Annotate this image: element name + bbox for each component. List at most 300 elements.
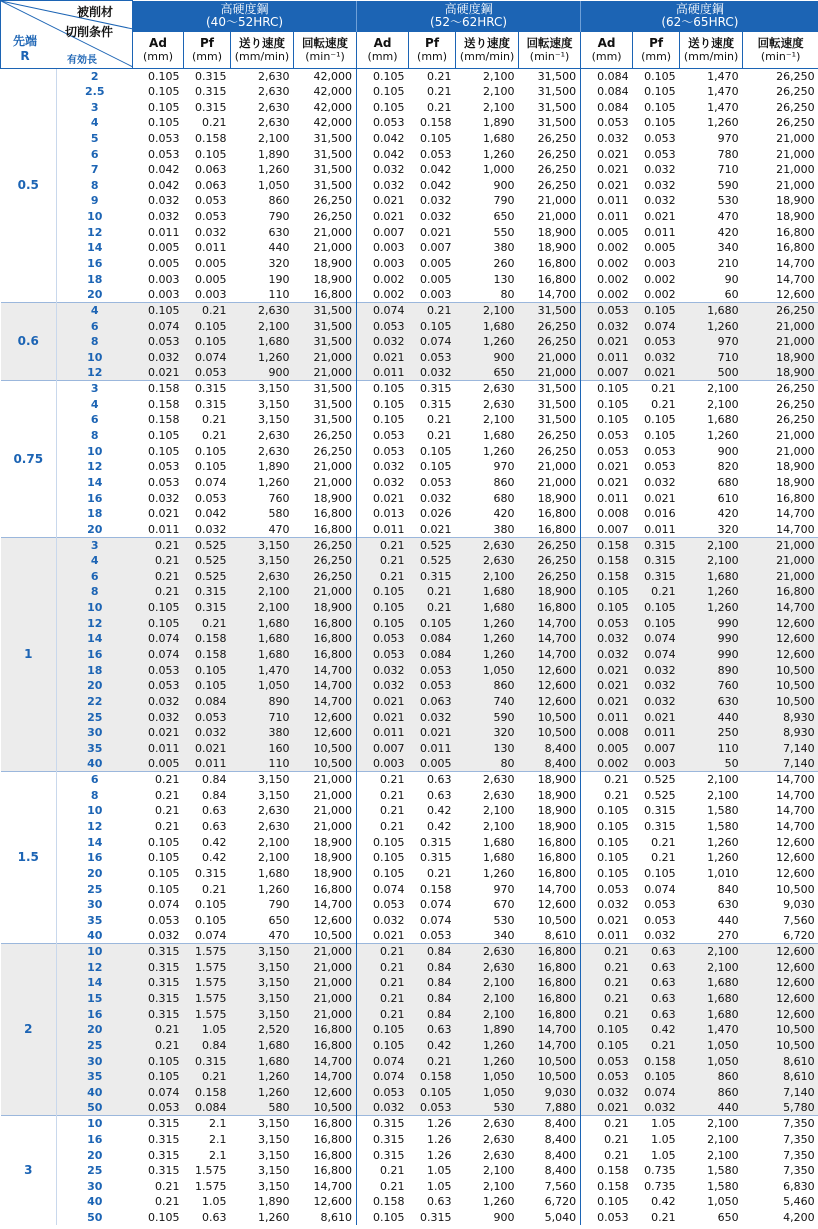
- value-cell: 0.021: [133, 725, 184, 741]
- value-cell: 0.158: [133, 412, 184, 428]
- effective-length-cell: 8: [57, 787, 133, 803]
- value-cell: 0.105: [133, 866, 184, 882]
- value-cell: 0.105: [184, 678, 231, 694]
- value-cell: 0.105: [581, 850, 633, 866]
- value-cell: 0.074: [133, 897, 184, 913]
- effective-length-cell: 2.5: [57, 84, 133, 100]
- value-cell: 0.053: [184, 209, 231, 225]
- value-cell: 21,000: [743, 537, 818, 553]
- value-cell: 0.032: [133, 928, 184, 944]
- material-range-1: (40〜52HRC): [206, 14, 284, 29]
- value-cell: 26,250: [294, 443, 357, 459]
- value-cell: 0.021: [581, 162, 633, 178]
- value-cell: 4,200: [743, 1210, 818, 1226]
- value-cell: 0.525: [409, 553, 456, 569]
- value-cell: 0.158: [581, 1178, 633, 1194]
- value-cell: 0.21: [633, 1038, 680, 1054]
- value-cell: 12,600: [743, 647, 818, 663]
- value-cell: 110: [231, 756, 294, 772]
- material-name-2: 高硬度鋼: [444, 1, 493, 16]
- value-cell: 1,260: [456, 443, 519, 459]
- value-cell: 14,700: [743, 506, 818, 522]
- effective-length-cell: 4: [57, 303, 133, 319]
- value-cell: 0.105: [581, 1022, 633, 1038]
- value-cell: 21,000: [294, 224, 357, 240]
- table-row: [1, 866, 818, 882]
- value-cell: 0.011: [184, 240, 231, 256]
- value-cell: 16,800: [519, 991, 581, 1007]
- value-cell: 470: [680, 209, 743, 225]
- value-cell: 0.021: [633, 490, 680, 506]
- value-cell: 1.05: [184, 1022, 231, 1038]
- value-cell: 26,250: [519, 131, 581, 147]
- value-cell: 0.84: [184, 787, 231, 803]
- value-cell: 0.042: [357, 131, 409, 147]
- value-cell: 1.575: [184, 944, 231, 960]
- value-cell: 0.005: [633, 240, 680, 256]
- value-cell: 0.032: [581, 631, 633, 647]
- value-cell: 0.21: [409, 584, 456, 600]
- value-cell: 0.002: [581, 271, 633, 287]
- table-row: [1, 412, 818, 428]
- value-cell: 0.011: [581, 193, 633, 209]
- value-cell: 0.315: [133, 1147, 184, 1163]
- column-unit: (mm): [641, 49, 672, 63]
- value-cell: 0.074: [633, 318, 680, 334]
- value-cell: 0.021: [633, 709, 680, 725]
- table-row: [1, 1006, 818, 1022]
- value-cell: 0.21: [184, 881, 231, 897]
- value-cell: 14,700: [519, 287, 581, 303]
- value-cell: 0.002: [581, 287, 633, 303]
- effective-length-cell: 12: [57, 459, 133, 475]
- value-cell: 320: [680, 522, 743, 538]
- effective-length-cell: 6: [57, 772, 133, 788]
- value-cell: 760: [231, 490, 294, 506]
- condition-label: 切削条件: [65, 25, 114, 39]
- effective-length-cell: 40: [57, 1194, 133, 1210]
- value-cell: 0.105: [581, 819, 633, 835]
- table-row: [1, 537, 818, 553]
- value-cell: 31,500: [519, 396, 581, 412]
- value-cell: 0.021: [581, 678, 633, 694]
- value-cell: 0.053: [133, 334, 184, 350]
- table-row: [1, 162, 818, 178]
- effective-length-cell: 40: [57, 1085, 133, 1101]
- value-cell: 8,930: [743, 709, 818, 725]
- effective-length-cell: 16: [57, 1006, 133, 1022]
- table-row: [1, 1053, 818, 1069]
- value-cell: 0.21: [581, 1116, 633, 1132]
- value-cell: 0.105: [357, 1022, 409, 1038]
- value-cell: 14,700: [743, 256, 818, 272]
- value-cell: 530: [456, 1100, 519, 1116]
- value-cell: 0.105: [133, 68, 184, 84]
- value-cell: 21,000: [294, 944, 357, 960]
- value-cell: 0.105: [357, 1210, 409, 1226]
- value-cell: 0.21: [133, 787, 184, 803]
- value-cell: 0.63: [633, 991, 680, 1007]
- value-cell: 0.21: [409, 84, 456, 100]
- value-cell: 0.042: [409, 162, 456, 178]
- effective-length-cell: 25: [57, 1163, 133, 1179]
- value-cell: 0.021: [581, 662, 633, 678]
- value-cell: 0.158: [133, 396, 184, 412]
- effective-length-cell: 25: [57, 1038, 133, 1054]
- value-cell: 0.63: [409, 1022, 456, 1038]
- value-cell: 0.105: [133, 615, 184, 631]
- value-cell: 2,100: [456, 412, 519, 428]
- table-row: [1, 600, 818, 616]
- effective-length-cell: 4: [57, 396, 133, 412]
- value-cell: 12,600: [743, 944, 818, 960]
- value-cell: 0.032: [633, 162, 680, 178]
- value-cell: 0.84: [184, 1038, 231, 1054]
- effective-length-cell: 12: [57, 819, 133, 835]
- effective-length-cell: 10: [57, 1116, 133, 1132]
- value-cell: 0.011: [357, 725, 409, 741]
- value-cell: 0.053: [133, 913, 184, 929]
- value-cell: 18,900: [294, 850, 357, 866]
- value-cell: 0.074: [133, 631, 184, 647]
- value-cell: 8,400: [519, 1163, 581, 1179]
- value-cell: 18,900: [519, 490, 581, 506]
- value-cell: 0.315: [357, 1132, 409, 1148]
- value-cell: 0.105: [357, 68, 409, 84]
- value-cell: 0.021: [357, 193, 409, 209]
- table-row: [1, 803, 818, 819]
- value-cell: 2,100: [680, 537, 743, 553]
- value-cell: 2,100: [456, 99, 519, 115]
- value-cell: 0.21: [133, 1194, 184, 1210]
- value-cell: 14,700: [294, 1069, 357, 1085]
- value-cell: 0.315: [409, 850, 456, 866]
- value-cell: 18,900: [519, 584, 581, 600]
- value-cell: 0.053: [633, 334, 680, 350]
- column-unit: (mm/min): [234, 49, 290, 63]
- value-cell: 0.021: [357, 928, 409, 944]
- effective-length-cell: 20: [57, 678, 133, 694]
- value-cell: 0.074: [409, 334, 456, 350]
- value-cell: 420: [680, 506, 743, 522]
- value-cell: 0.158: [409, 881, 456, 897]
- value-cell: 0.105: [184, 146, 231, 162]
- value-cell: 3,150: [231, 553, 294, 569]
- value-cell: 10,500: [743, 694, 818, 710]
- value-cell: 16,800: [294, 881, 357, 897]
- value-cell: 0.063: [184, 177, 231, 193]
- value-cell: 0.21: [581, 975, 633, 991]
- effective-length-cell: 6: [57, 318, 133, 334]
- column-label: 回転速度: [526, 35, 573, 50]
- value-cell: 0.105: [409, 443, 456, 459]
- value-cell: 0.007: [357, 741, 409, 757]
- value-cell: 0.032: [633, 694, 680, 710]
- value-cell: 3,150: [231, 412, 294, 428]
- value-cell: 990: [680, 631, 743, 647]
- value-cell: 2,100: [456, 569, 519, 585]
- column-unit: (mm): [142, 49, 173, 63]
- value-cell: 16,800: [294, 647, 357, 663]
- value-cell: 2,100: [231, 850, 294, 866]
- value-cell: 21,000: [294, 819, 357, 835]
- value-cell: 31,500: [294, 318, 357, 334]
- value-cell: 0.21: [409, 99, 456, 115]
- value-cell: 26,250: [519, 146, 581, 162]
- column-label: 送り速度: [688, 35, 735, 50]
- value-cell: 7,140: [743, 1085, 818, 1101]
- value-cell: 0.063: [184, 162, 231, 178]
- value-cell: 0.005: [133, 256, 184, 272]
- table-row: [1, 146, 818, 162]
- value-cell: 0.21: [409, 412, 456, 428]
- value-cell: 0.105: [357, 834, 409, 850]
- value-cell: 1,680: [456, 131, 519, 147]
- value-cell: 0.21: [184, 303, 231, 319]
- value-cell: 0.105: [409, 131, 456, 147]
- value-cell: 3,150: [231, 1116, 294, 1132]
- value-cell: 1,680: [456, 600, 519, 616]
- value-cell: 0.074: [357, 881, 409, 897]
- column-header-2-4: [519, 31, 581, 68]
- value-cell: 0.005: [133, 756, 184, 772]
- column-unit: (min⁻¹): [529, 49, 570, 63]
- value-cell: 16,800: [294, 1116, 357, 1132]
- value-cell: 0.011: [357, 522, 409, 538]
- value-cell: 7,350: [743, 1147, 818, 1163]
- tip-r-label: [5, 34, 45, 64]
- value-cell: 8,930: [743, 725, 818, 741]
- value-cell: 0.032: [409, 193, 456, 209]
- value-cell: 0.105: [184, 897, 231, 913]
- value-cell: 0.105: [581, 834, 633, 850]
- value-cell: 1,470: [231, 662, 294, 678]
- value-cell: 3,150: [231, 772, 294, 788]
- value-cell: 1,260: [456, 146, 519, 162]
- value-cell: 0.21: [357, 1178, 409, 1194]
- effective-length-cell: 7: [57, 162, 133, 178]
- value-cell: 7,140: [743, 741, 818, 757]
- value-cell: 0.032: [357, 662, 409, 678]
- column-unit: (min⁻¹): [305, 49, 345, 63]
- value-cell: 14,700: [294, 897, 357, 913]
- value-cell: 1,000: [456, 162, 519, 178]
- value-cell: 16,800: [294, 1022, 357, 1038]
- value-cell: 14,700: [294, 694, 357, 710]
- value-cell: 26,250: [519, 428, 581, 444]
- value-cell: 500: [680, 365, 743, 381]
- value-cell: 0.21: [184, 615, 231, 631]
- effective-length-cell: 4: [57, 115, 133, 131]
- value-cell: 1,580: [680, 1178, 743, 1194]
- value-cell: 3,150: [231, 991, 294, 1007]
- value-cell: 0.63: [633, 944, 680, 960]
- value-cell: 0.011: [357, 365, 409, 381]
- value-cell: 2,630: [231, 803, 294, 819]
- value-cell: 9,030: [519, 1085, 581, 1101]
- value-cell: 26,250: [294, 428, 357, 444]
- value-cell: 0.032: [133, 709, 184, 725]
- effective-length-cell: 10: [57, 944, 133, 960]
- value-cell: 0.84: [409, 1006, 456, 1022]
- value-cell: 0.053: [133, 475, 184, 491]
- effective-length-cell: 6: [57, 569, 133, 585]
- value-cell: 26,250: [294, 553, 357, 569]
- value-cell: 16,800: [294, 1132, 357, 1148]
- value-cell: 1,050: [680, 1038, 743, 1054]
- value-cell: 0.011: [409, 741, 456, 757]
- value-cell: 0.735: [633, 1178, 680, 1194]
- value-cell: 0.005: [184, 271, 231, 287]
- table-row: [1, 84, 818, 100]
- value-cell: 0.003: [357, 256, 409, 272]
- value-cell: 12,600: [743, 960, 818, 976]
- table-row: [1, 256, 818, 272]
- table-row: [1, 834, 818, 850]
- value-cell: 12,600: [743, 834, 818, 850]
- value-cell: 12,600: [519, 678, 581, 694]
- value-cell: 0.105: [357, 866, 409, 882]
- value-cell: 0.42: [409, 1038, 456, 1054]
- value-cell: 0.158: [409, 1069, 456, 1085]
- value-cell: 760: [680, 678, 743, 694]
- value-cell: 1,050: [456, 1069, 519, 1085]
- value-cell: 12,600: [743, 991, 818, 1007]
- value-cell: 0.21: [133, 819, 184, 835]
- value-cell: 0.021: [357, 490, 409, 506]
- value-cell: 1,050: [231, 177, 294, 193]
- value-cell: 380: [231, 725, 294, 741]
- value-cell: 1,680: [680, 569, 743, 585]
- value-cell: 16,800: [519, 506, 581, 522]
- effective-length-cell: 20: [57, 1022, 133, 1038]
- value-cell: 420: [456, 506, 519, 522]
- value-cell: 16,800: [294, 615, 357, 631]
- value-cell: 1,260: [456, 334, 519, 350]
- table-row: [1, 1038, 818, 1054]
- value-cell: 3,150: [231, 381, 294, 397]
- value-cell: 0.011: [581, 490, 633, 506]
- value-cell: 0.21: [581, 1147, 633, 1163]
- value-cell: 0.011: [633, 522, 680, 538]
- value-cell: 1,260: [231, 881, 294, 897]
- value-cell: 0.21: [357, 975, 409, 991]
- value-cell: 14,700: [519, 631, 581, 647]
- value-cell: 0.053: [184, 709, 231, 725]
- table-row: [1, 490, 818, 506]
- table-row: [1, 115, 818, 131]
- value-cell: 2,100: [456, 1006, 519, 1022]
- value-cell: 0.315: [409, 396, 456, 412]
- value-cell: 0.21: [133, 772, 184, 788]
- value-cell: 26,250: [743, 303, 818, 319]
- value-cell: 0.21: [409, 68, 456, 84]
- value-cell: 16,800: [519, 944, 581, 960]
- table-row: [1, 928, 818, 944]
- value-cell: 0.105: [133, 881, 184, 897]
- value-cell: 31,500: [294, 146, 357, 162]
- value-cell: 0.63: [633, 975, 680, 991]
- value-cell: 1,260: [231, 1085, 294, 1101]
- value-cell: 530: [680, 193, 743, 209]
- value-cell: 18,900: [519, 772, 581, 788]
- value-cell: 2,630: [456, 381, 519, 397]
- value-cell: 840: [680, 881, 743, 897]
- table-row: [1, 772, 818, 788]
- value-cell: 1.26: [409, 1116, 456, 1132]
- effective-length-cell: 8: [57, 428, 133, 444]
- value-cell: 1.26: [409, 1132, 456, 1148]
- value-cell: 90: [680, 271, 743, 287]
- material-header-1: [133, 1, 357, 32]
- value-cell: 0.315: [633, 819, 680, 835]
- value-cell: 16,800: [519, 271, 581, 287]
- tip-r-value: 0.5: [1, 68, 57, 303]
- value-cell: 0.032: [633, 662, 680, 678]
- value-cell: 1,680: [680, 303, 743, 319]
- value-cell: 21,000: [743, 162, 818, 178]
- column-label: Ad: [597, 35, 616, 50]
- value-cell: 0.735: [633, 1163, 680, 1179]
- value-cell: 0.21: [133, 553, 184, 569]
- value-cell: 26,250: [519, 318, 581, 334]
- tip-r-value: 3: [1, 1116, 57, 1225]
- table-row: [1, 694, 818, 710]
- table-row: [1, 960, 818, 976]
- value-cell: 0.005: [581, 741, 633, 757]
- value-cell: 0.002: [357, 287, 409, 303]
- value-cell: 2,630: [231, 819, 294, 835]
- value-cell: 1,050: [456, 662, 519, 678]
- value-cell: 0.315: [633, 537, 680, 553]
- effective-length-cell: 14: [57, 834, 133, 850]
- value-cell: 0.053: [133, 459, 184, 475]
- value-cell: 21,000: [294, 960, 357, 976]
- value-cell: 21,000: [519, 365, 581, 381]
- value-cell: 0.021: [581, 1100, 633, 1116]
- value-cell: 0.021: [581, 177, 633, 193]
- value-cell: 26,250: [294, 209, 357, 225]
- value-cell: 14,700: [743, 600, 818, 616]
- value-cell: 0.105: [133, 84, 184, 100]
- table-row: [1, 1116, 818, 1132]
- value-cell: 0.053: [633, 913, 680, 929]
- value-cell: 0.105: [184, 334, 231, 350]
- table-row: [1, 381, 818, 397]
- column-unit: (mm): [191, 49, 222, 63]
- table-row: [1, 177, 818, 193]
- effective-length-cell: 16: [57, 490, 133, 506]
- effective-length-cell: 35: [57, 1069, 133, 1085]
- value-cell: 3,150: [231, 1178, 294, 1194]
- effective-length-cell: 10: [57, 600, 133, 616]
- value-cell: 0.315: [133, 991, 184, 1007]
- value-cell: 890: [680, 662, 743, 678]
- value-cell: 18,900: [294, 271, 357, 287]
- value-cell: 12,600: [519, 694, 581, 710]
- value-cell: 26,250: [743, 68, 818, 84]
- value-cell: 1,680: [680, 1006, 743, 1022]
- value-cell: 0.21: [633, 834, 680, 850]
- table-row: [1, 1022, 818, 1038]
- value-cell: 12,600: [743, 615, 818, 631]
- value-cell: 0.105: [409, 1085, 456, 1101]
- value-cell: 0.105: [357, 584, 409, 600]
- effective-length-cell: 14: [57, 475, 133, 491]
- value-cell: 0.007: [357, 224, 409, 240]
- value-cell: 16,800: [743, 584, 818, 600]
- value-cell: 0.42: [184, 834, 231, 850]
